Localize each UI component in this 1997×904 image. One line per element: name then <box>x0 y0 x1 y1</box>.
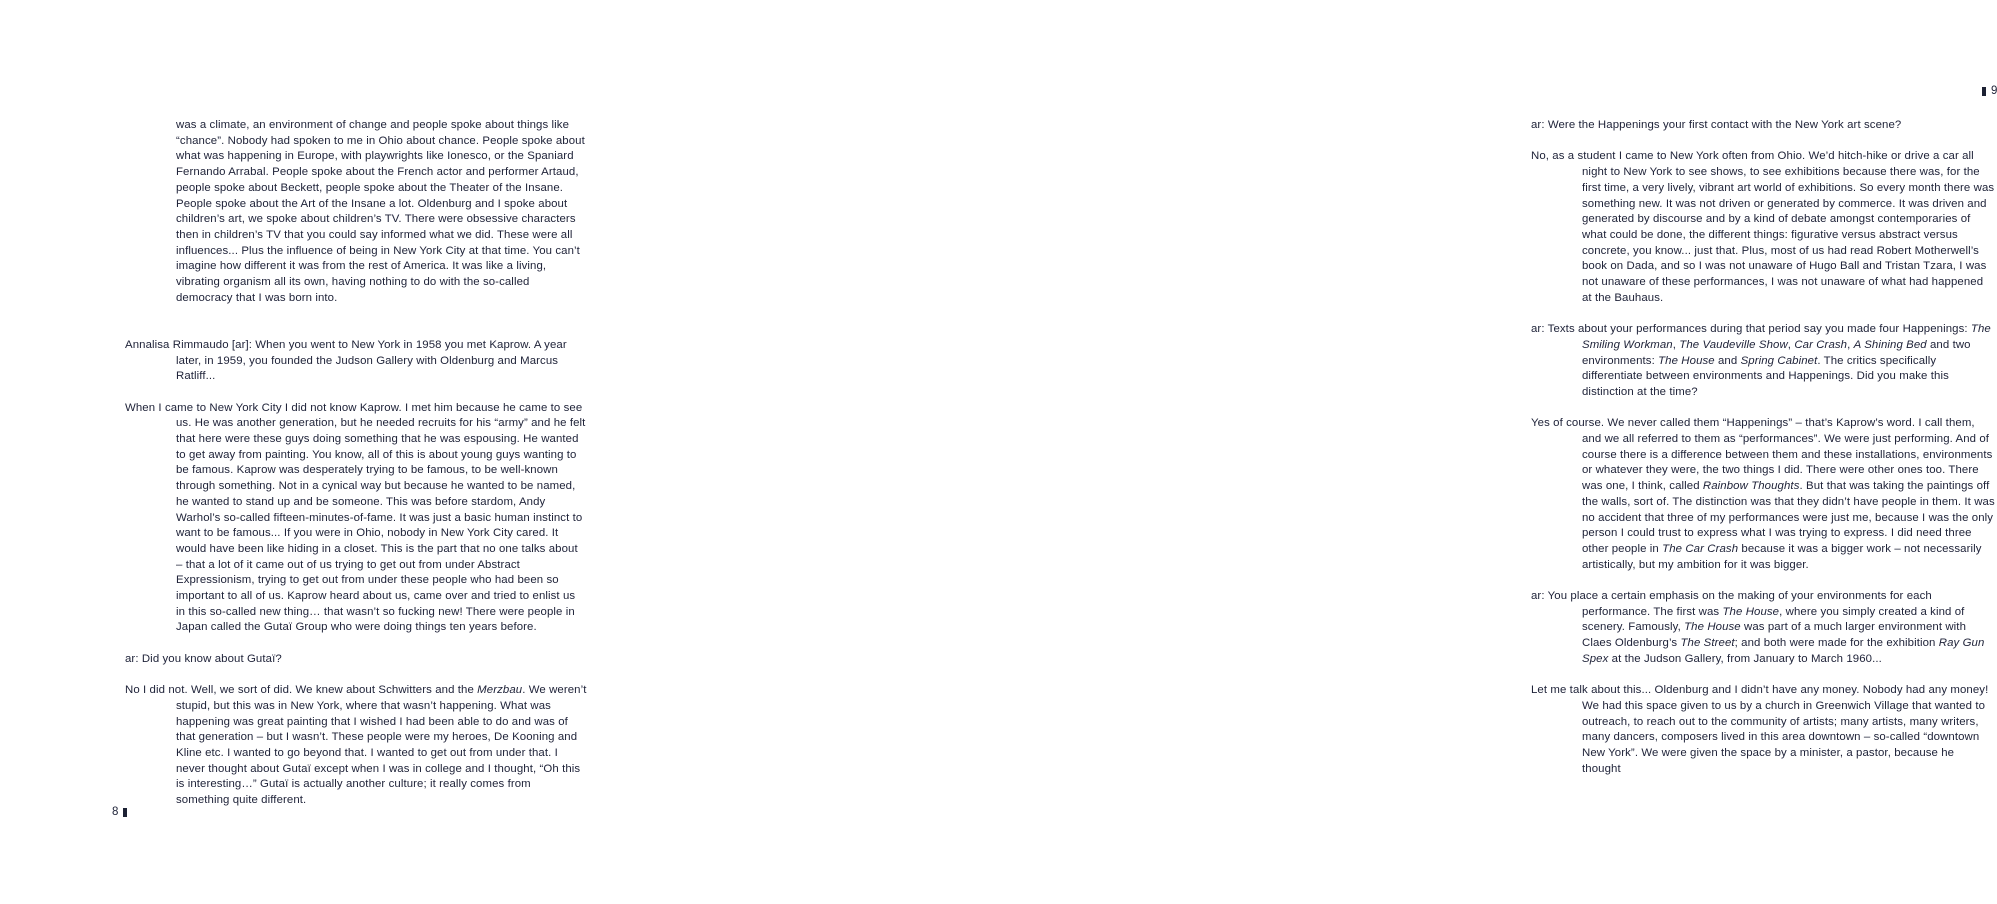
right-paragraph-5: ar: You place a certain emphasis on the making of your environments for each performance. The first was The House, where you simply created a kind of scenery. Famously, The House was part of a much larger environment with Claes Oldenburg’s The Street; and both were made for the exhibition Ray Gun Spex at the Judson Gallery, from January to March 1960... <box>1531 590 1985 665</box>
page-left <box>0 0 703 904</box>
right-paragraph-4: Yes of course. We never called them “Happenings” – that’s Kaprow’s word. I call them, and we all referred to them as “performances”. We were just performing. And of course there is a difference between them and these installations, environments or whatever they were, the two things I did. There were other ones too. There was one, I think, called Rainbow Thoughts. But that was taking the paintings off the walls, sort of. The distinction was that they didn’t have people in them. It was no accident that three of my performances were just me, because I was the only person I could trust to express what I was trying to express. I did need three other people in The Car Crash because it was a bigger work – not necessarily artistically, but my ambition for it was bigger. <box>1531 417 1995 571</box>
right-text-column <box>1531 118 1995 793</box>
folio-square-left-icon <box>123 808 127 817</box>
right-paragraph-3: ar: Texts about your performances during that period say you made four Happenings: The Smiling Workman, The Vaudeville Show, Car Crash, A Shining Bed and two environments: The House and Spring Cabinet. The critics specifically differentiate between environments and Happenings. Did you make this distinction at the time? <box>1531 323 1991 398</box>
left-paragraph-1: was a climate, an environment of change and people spoke about things like “chance”. Nobody had spoken to me in Ohio about chance. People spoke about what was happening in Europe, with playwrights like Ionesco, or the Spaniard Fernando Arrabal. People spoke about the French actor and performer Artaud, people spoke about Beckett, people spoke about the Theater of the Insane. People spoke about the Art of the Insane a lot. Oldenburg and I spoke about children’s art, we spoke about children’s TV. There were obsessive characters then in children’s TV that you could say informed what we did. These were all influences... Plus the influence of being in New York City at that time. You can’t imagine how different it was from the rest of America. It was like a living, vibrating organism all its own, having nothing to do with the so-called democracy that I was born into. <box>176 119 585 304</box>
right-paragraph-1: ar: Were the Happenings your first contact with the New York art scene? <box>1531 119 1902 131</box>
folio-square-right-icon <box>1982 87 1986 96</box>
page-number-left <box>112 806 127 818</box>
left-paragraph-2: Annalisa Rimmaudo [ar]: When you went to New York in 1958 you met Kaprow. A year later, in 1959, you founded the Judson Gallery with Oldenburg and Marcus Ratliff... <box>125 338 567 383</box>
left-paragraph-3: When I came to New York City I did not know Kaprow. I met him because he came to see us. He was another generation, but he needed recruits for his “army” and he felt that here were these guys doing something that he was espousing. He wanted to get away from painting. You know, all of this is about young guys wanting to be famous. Kaprow was desperately trying to be famous, to be well-known through something. Not in a cynical way but because he wanted to be named, he wanted to stand up and be someone. This was before stardom, Andy Warhol’s so-called fifteen-minutes-of-fame. It was just a basic human instinct to want to be famous... If you were in Ohio, nobody in New York City cared. It would have been like hiding in a closet. This is the part that no one talks about – that a lot of it came out of us trying to get out from under Abstract Expressionism, trying to get out from under these people who had been so important to all of us. Kaprow heard about us, came over and tried to enlist us in this so-called new thing… that wasn’t so fucking new! There were people in Japan called the Gutaï Group who were doing things ten years before. <box>125 401 586 634</box>
right-paragraph-6: Let me talk about this... Oldenburg and I didn’t have any money. Nobody had any money! We had this space given to us by a church in Greenwich Village that wanted to outreach, to reach out to the community of artists; many artists, many writers, many dancers, composers lived in this area downtown – so-called “downtown New York”. We were given the space by a minister, a pastor, because he thought <box>1531 684 1989 775</box>
left-text-column <box>125 118 587 825</box>
page-number-right-text: 9 <box>1991 85 1997 97</box>
right-paragraph-2: No, as a student I came to New York often from Ohio. We’d hitch-hike or drive a car all night to New York to see shows, to see exhibitions because there was, for the first time, a very lively, vibrant art world of exhibitions. So every month there was something new. It was not driven or generated by commerce. It was driven and generated by discourse and by a kind of debate amongst contemporaries of what could be done, the different things: figurative versus abstract versus concrete, you know... just that. Plus, most of us had read Robert Motherwell’s book on Dada, and so I was not unaware of Hugo Ball and Tristan Tzara, I was not unaware of these performances, I was not unaware of what had happened at the Bauhaus. <box>1531 150 1995 304</box>
left-paragraph-5: No I did not. Well, we sort of did. We knew about Schwitters and the Merzbau. We weren’t stupid, but this was in New York, where that wasn’t happening. What was happening was great painting that I wished I had been able to do and was of that generation – but I wasn’t. These people were my heroes, De Kooning and Kline etc. I wanted to go beyond that. I wanted to get out from under that. I never thought about Gutaï except when I was in college and I thought, “Oh this is interesting…” Gutaï is actually another culture; it really comes from something quite different. <box>125 684 587 807</box>
page-right <box>703 0 1997 904</box>
page-number-left-text: 8 <box>112 806 119 818</box>
left-paragraph-4: ar: Did you know about Gutaï? <box>125 652 282 665</box>
page-number-right <box>1982 85 1997 97</box>
